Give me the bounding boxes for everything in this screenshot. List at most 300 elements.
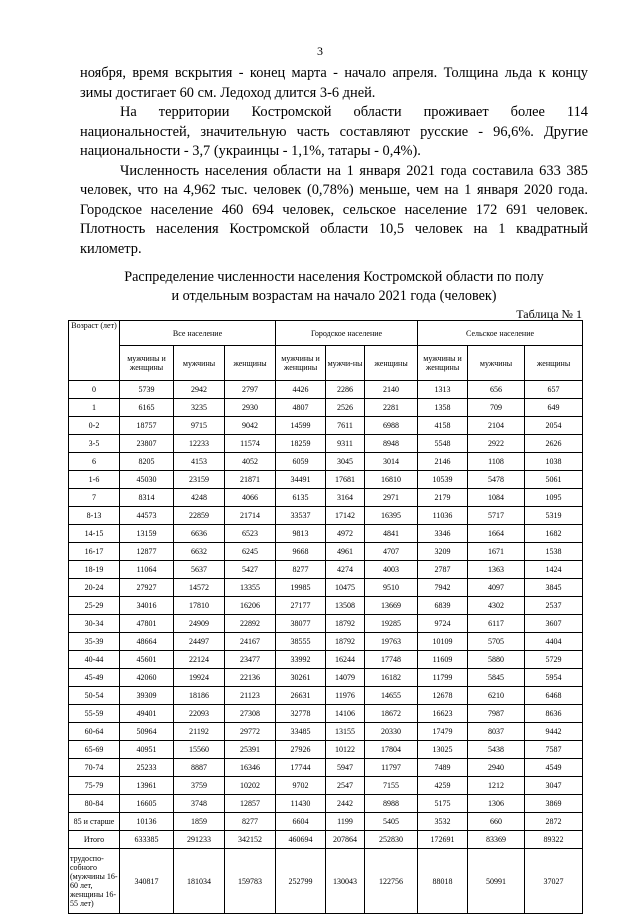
- value-cell: 27927: [120, 579, 174, 597]
- value-cell: 16623: [418, 705, 468, 723]
- value-cell: 22124: [174, 651, 225, 669]
- value-cell: 6210: [468, 687, 525, 705]
- value-cell: 17748: [365, 651, 418, 669]
- value-cell: 12857: [225, 795, 276, 813]
- caption-line-2: и отдельным возрастам на начало 2021 года (человек): [171, 288, 497, 304]
- value-cell: 33537: [276, 507, 326, 525]
- value-cell: 11036: [418, 507, 468, 525]
- value-cell: 39309: [120, 687, 174, 705]
- value-cell: 4807: [276, 399, 326, 417]
- value-cell: 207864: [326, 831, 365, 849]
- value-cell: 172691: [418, 831, 468, 849]
- value-cell: 6636: [174, 525, 225, 543]
- value-cell: 17810: [174, 597, 225, 615]
- value-cell: 709: [468, 399, 525, 417]
- age-cell: 85 и старше: [69, 813, 120, 831]
- value-cell: 33992: [276, 651, 326, 669]
- value-cell: 1199: [326, 813, 365, 831]
- value-cell: 7987: [468, 705, 525, 723]
- value-cell: 2787: [418, 561, 468, 579]
- header-urban-men: мужчи-ны: [326, 346, 365, 381]
- value-cell: 2146: [418, 453, 468, 471]
- value-cell: 13355: [225, 579, 276, 597]
- value-cell: 181034: [174, 849, 225, 914]
- value-cell: 11799: [418, 669, 468, 687]
- value-cell: 4259: [418, 777, 468, 795]
- value-cell: 4153: [174, 453, 225, 471]
- value-cell: 9510: [365, 579, 418, 597]
- value-cell: 10122: [326, 741, 365, 759]
- value-cell: 38555: [276, 633, 326, 651]
- age-cell: 7: [69, 489, 120, 507]
- value-cell: 9702: [276, 777, 326, 795]
- age-cell: 55-59: [69, 705, 120, 723]
- value-cell: 1313: [418, 381, 468, 399]
- value-cell: 7155: [365, 777, 418, 795]
- header-all-population: Все население: [120, 321, 276, 346]
- value-cell: 6468: [525, 687, 583, 705]
- value-cell: 1538: [525, 543, 583, 561]
- table-row: [69, 489, 583, 507]
- table-row: [69, 579, 583, 597]
- value-cell: 656: [468, 381, 525, 399]
- value-cell: 13159: [120, 525, 174, 543]
- value-cell: 9311: [326, 435, 365, 453]
- value-cell: 17479: [418, 723, 468, 741]
- value-cell: 6165: [120, 399, 174, 417]
- value-cell: 1682: [525, 525, 583, 543]
- header-urban-both: мужчины и женщины: [276, 346, 326, 381]
- header-age: Возраст (лет): [69, 321, 120, 381]
- value-cell: 17681: [326, 471, 365, 489]
- table-row: [69, 471, 583, 489]
- value-cell: 4158: [418, 417, 468, 435]
- value-cell: 16244: [326, 651, 365, 669]
- value-cell: 34016: [120, 597, 174, 615]
- value-cell: 8988: [365, 795, 418, 813]
- value-cell: 8277: [225, 813, 276, 831]
- value-cell: 2526: [326, 399, 365, 417]
- value-cell: 252830: [365, 831, 418, 849]
- value-cell: 6839: [418, 597, 468, 615]
- value-cell: 16395: [365, 507, 418, 525]
- value-cell: 10475: [326, 579, 365, 597]
- value-cell: 6117: [468, 615, 525, 633]
- value-cell: 29772: [225, 723, 276, 741]
- value-cell: 20330: [365, 723, 418, 741]
- value-cell: 7489: [418, 759, 468, 777]
- value-cell: 11064: [120, 561, 174, 579]
- value-cell: 42060: [120, 669, 174, 687]
- value-cell: 10539: [418, 471, 468, 489]
- value-cell: 11430: [276, 795, 326, 813]
- header-rural-men: мужчины: [468, 346, 525, 381]
- value-cell: 22892: [225, 615, 276, 633]
- paragraph-3: Численность населения области на 1 января 2021 года составила 633 385 человек, что на 4,962 тыс. человек (0,78%) меньше, чем на 1 января 2020 года. Городское население 460 694 человек, сельское население 172 691 человек. Плотность населения Костромской области 10,5 человек на 1 квадратный километр.: [80, 162, 588, 257]
- value-cell: 6523: [225, 525, 276, 543]
- table-row-working-age: [69, 849, 583, 914]
- value-cell: 3607: [525, 615, 583, 633]
- value-cell: 23159: [174, 471, 225, 489]
- table-row: [69, 507, 583, 525]
- value-cell: 16182: [365, 669, 418, 687]
- value-cell: 5637: [174, 561, 225, 579]
- value-cell: 633385: [120, 831, 174, 849]
- value-cell: 2922: [468, 435, 525, 453]
- value-cell: 21714: [225, 507, 276, 525]
- value-cell: 460694: [276, 831, 326, 849]
- value-cell: 159783: [225, 849, 276, 914]
- value-cell: 2054: [525, 417, 583, 435]
- table-row: [69, 795, 583, 813]
- value-cell: 83369: [468, 831, 525, 849]
- table-row: [69, 723, 583, 741]
- value-cell: 15560: [174, 741, 225, 759]
- value-cell: 17804: [365, 741, 418, 759]
- value-cell: 3164: [326, 489, 365, 507]
- value-cell: 5880: [468, 651, 525, 669]
- header-row-sex: [69, 346, 583, 381]
- value-cell: 4961: [326, 543, 365, 561]
- value-cell: 11574: [225, 435, 276, 453]
- age-cell: 20-24: [69, 579, 120, 597]
- age-cell: 30-34: [69, 615, 120, 633]
- table-row: [69, 669, 583, 687]
- value-cell: 18259: [276, 435, 326, 453]
- value-cell: 7587: [525, 741, 583, 759]
- header-all-both: мужчины и женщины: [120, 346, 174, 381]
- value-cell: 16346: [225, 759, 276, 777]
- value-cell: 5717: [468, 507, 525, 525]
- value-cell: 5405: [365, 813, 418, 831]
- value-cell: 9442: [525, 723, 583, 741]
- value-cell: 342152: [225, 831, 276, 849]
- value-cell: 10136: [120, 813, 174, 831]
- value-cell: 340817: [120, 849, 174, 914]
- header-urban-women: женщины: [365, 346, 418, 381]
- value-cell: 4248: [174, 489, 225, 507]
- header-rural-population: Сельское население: [418, 321, 583, 346]
- table-row: [69, 831, 583, 849]
- value-cell: 3532: [418, 813, 468, 831]
- value-cell: 22859: [174, 507, 225, 525]
- caption-line-1: Распределение численности населения Костромской области по полу: [124, 269, 544, 285]
- value-cell: 40951: [120, 741, 174, 759]
- value-cell: 1038: [525, 453, 583, 471]
- value-cell: 19985: [276, 579, 326, 597]
- age-cell: 6: [69, 453, 120, 471]
- age-cell: 14-15: [69, 525, 120, 543]
- value-cell: 4003: [365, 561, 418, 579]
- value-cell: 649: [525, 399, 583, 417]
- value-cell: 4404: [525, 633, 583, 651]
- table-row: [69, 741, 583, 759]
- age-cell: 16-17: [69, 543, 120, 561]
- value-cell: 37027: [525, 849, 583, 914]
- value-cell: 5947: [326, 759, 365, 777]
- value-cell: 25233: [120, 759, 174, 777]
- value-cell: 5478: [468, 471, 525, 489]
- value-cell: 3869: [525, 795, 583, 813]
- value-cell: 8948: [365, 435, 418, 453]
- value-cell: 6245: [225, 543, 276, 561]
- value-cell: 45030: [120, 471, 174, 489]
- population-table: [68, 320, 583, 914]
- value-cell: 122756: [365, 849, 418, 914]
- value-cell: 5427: [225, 561, 276, 579]
- value-cell: 16206: [225, 597, 276, 615]
- value-cell: 23477: [225, 651, 276, 669]
- table-caption: [80, 268, 588, 306]
- value-cell: 9668: [276, 543, 326, 561]
- value-cell: 12678: [418, 687, 468, 705]
- age-cell: 70-74: [69, 759, 120, 777]
- value-cell: 18672: [365, 705, 418, 723]
- value-cell: 27926: [276, 741, 326, 759]
- value-cell: 5061: [525, 471, 583, 489]
- value-cell: 3209: [418, 543, 468, 561]
- table-row: [69, 759, 583, 777]
- table-row: [69, 813, 583, 831]
- value-cell: 13669: [365, 597, 418, 615]
- value-cell: 4972: [326, 525, 365, 543]
- table-row: [69, 417, 583, 435]
- value-cell: 5739: [120, 381, 174, 399]
- table-row: [69, 543, 583, 561]
- value-cell: 2281: [365, 399, 418, 417]
- table-row: [69, 435, 583, 453]
- value-cell: 8205: [120, 453, 174, 471]
- value-cell: 50991: [468, 849, 525, 914]
- value-cell: 4302: [468, 597, 525, 615]
- age-cell: 45-49: [69, 669, 120, 687]
- value-cell: 88018: [418, 849, 468, 914]
- age-cell: 8-13: [69, 507, 120, 525]
- table-row: [69, 687, 583, 705]
- value-cell: 8887: [174, 759, 225, 777]
- value-cell: 1084: [468, 489, 525, 507]
- value-cell: 34491: [276, 471, 326, 489]
- value-cell: 14079: [326, 669, 365, 687]
- value-cell: 4549: [525, 759, 583, 777]
- value-cell: 1212: [468, 777, 525, 795]
- value-cell: 18186: [174, 687, 225, 705]
- value-cell: 18757: [120, 417, 174, 435]
- value-cell: 8636: [525, 705, 583, 723]
- value-cell: 9813: [276, 525, 326, 543]
- age-cell: 0: [69, 381, 120, 399]
- header-urban-population: Городское население: [276, 321, 418, 346]
- value-cell: 2797: [225, 381, 276, 399]
- value-cell: 9724: [418, 615, 468, 633]
- value-cell: 10202: [225, 777, 276, 795]
- value-cell: 291233: [174, 831, 225, 849]
- value-cell: 1108: [468, 453, 525, 471]
- table-row: [69, 597, 583, 615]
- age-cell: 3-5: [69, 435, 120, 453]
- value-cell: 2940: [468, 759, 525, 777]
- value-cell: 14655: [365, 687, 418, 705]
- value-cell: 5175: [418, 795, 468, 813]
- value-cell: 14572: [174, 579, 225, 597]
- value-cell: 11609: [418, 651, 468, 669]
- value-cell: 5548: [418, 435, 468, 453]
- value-cell: 1671: [468, 543, 525, 561]
- value-cell: 5705: [468, 633, 525, 651]
- value-cell: 21871: [225, 471, 276, 489]
- value-cell: 1358: [418, 399, 468, 417]
- value-cell: 1424: [525, 561, 583, 579]
- value-cell: 17142: [326, 507, 365, 525]
- value-cell: 12233: [174, 435, 225, 453]
- value-cell: 27177: [276, 597, 326, 615]
- value-cell: 2537: [525, 597, 583, 615]
- value-cell: 2547: [326, 777, 365, 795]
- header-all-women: женщины: [225, 346, 276, 381]
- value-cell: 1664: [468, 525, 525, 543]
- value-cell: 3748: [174, 795, 225, 813]
- header-all-men: мужчины: [174, 346, 225, 381]
- value-cell: 19924: [174, 669, 225, 687]
- table-row: [69, 525, 583, 543]
- value-cell: 4052: [225, 453, 276, 471]
- value-cell: 2626: [525, 435, 583, 453]
- value-cell: 3346: [418, 525, 468, 543]
- value-cell: 1859: [174, 813, 225, 831]
- value-cell: 11797: [365, 759, 418, 777]
- value-cell: 13961: [120, 777, 174, 795]
- value-cell: 2971: [365, 489, 418, 507]
- value-cell: 48664: [120, 633, 174, 651]
- table-row: [69, 615, 583, 633]
- value-cell: 12877: [120, 543, 174, 561]
- header-row-groups: [69, 321, 583, 346]
- value-cell: 26631: [276, 687, 326, 705]
- value-cell: 18792: [326, 615, 365, 633]
- value-cell: 19285: [365, 615, 418, 633]
- value-cell: 25391: [225, 741, 276, 759]
- value-cell: 22136: [225, 669, 276, 687]
- value-cell: 3235: [174, 399, 225, 417]
- value-cell: 2140: [365, 381, 418, 399]
- value-cell: 33485: [276, 723, 326, 741]
- value-cell: 6988: [365, 417, 418, 435]
- table-row: [69, 453, 583, 471]
- value-cell: 2286: [326, 381, 365, 399]
- value-cell: 14599: [276, 417, 326, 435]
- value-cell: 13155: [326, 723, 365, 741]
- value-cell: 14106: [326, 705, 365, 723]
- value-cell: 24909: [174, 615, 225, 633]
- value-cell: 5438: [468, 741, 525, 759]
- value-cell: 6135: [276, 489, 326, 507]
- value-cell: 9042: [225, 417, 276, 435]
- value-cell: 5954: [525, 669, 583, 687]
- value-cell: 19763: [365, 633, 418, 651]
- value-cell: 89322: [525, 831, 583, 849]
- value-cell: 23807: [120, 435, 174, 453]
- value-cell: 657: [525, 381, 583, 399]
- value-cell: 7611: [326, 417, 365, 435]
- value-cell: 4066: [225, 489, 276, 507]
- value-cell: 27308: [225, 705, 276, 723]
- value-cell: 44573: [120, 507, 174, 525]
- table-row: [69, 381, 583, 399]
- value-cell: 22093: [174, 705, 225, 723]
- value-cell: 16810: [365, 471, 418, 489]
- body-text: [80, 64, 588, 259]
- value-cell: 3014: [365, 453, 418, 471]
- value-cell: 2179: [418, 489, 468, 507]
- value-cell: 2930: [225, 399, 276, 417]
- value-cell: 38077: [276, 615, 326, 633]
- value-cell: 130043: [326, 849, 365, 914]
- age-cell: 80-84: [69, 795, 120, 813]
- paragraph-1: ноября, время вскрытия - конец марта - начало апреля. Толщина льда к концу зимы достигает 60 см. Ледоход длится 3-6 дней.: [80, 65, 588, 101]
- table-row: [69, 777, 583, 795]
- value-cell: 660: [468, 813, 525, 831]
- value-cell: 47801: [120, 615, 174, 633]
- value-cell: 1363: [468, 561, 525, 579]
- value-cell: 4426: [276, 381, 326, 399]
- value-cell: 1095: [525, 489, 583, 507]
- value-cell: 252799: [276, 849, 326, 914]
- value-cell: 3759: [174, 777, 225, 795]
- table-row: [69, 705, 583, 723]
- value-cell: 1306: [468, 795, 525, 813]
- value-cell: 4841: [365, 525, 418, 543]
- table-row: [69, 561, 583, 579]
- value-cell: 7942: [418, 579, 468, 597]
- value-cell: 16605: [120, 795, 174, 813]
- table-number: Таблица № 1: [516, 307, 582, 321]
- header-rural-both: мужчины и женщины: [418, 346, 468, 381]
- value-cell: 49401: [120, 705, 174, 723]
- value-cell: 6059: [276, 453, 326, 471]
- age-cell: 50-54: [69, 687, 120, 705]
- value-cell: 30261: [276, 669, 326, 687]
- working-age-label: трудоспо-собного (мужчины 16-60 лет, женщины 16-55 лет): [69, 849, 120, 914]
- value-cell: 5845: [468, 669, 525, 687]
- value-cell: 8314: [120, 489, 174, 507]
- age-cell: 65-69: [69, 741, 120, 759]
- value-cell: 10109: [418, 633, 468, 651]
- value-cell: 2942: [174, 381, 225, 399]
- age-cell: 25-29: [69, 597, 120, 615]
- value-cell: 3047: [525, 777, 583, 795]
- value-cell: 24497: [174, 633, 225, 651]
- page-number: 3: [317, 44, 323, 58]
- value-cell: 2442: [326, 795, 365, 813]
- value-cell: 18792: [326, 633, 365, 651]
- paragraph-2: На территории Костромской области проживает более 114 национальностей, значительную часть составляют русские - 96,6%. Другие национальности - 3,7 (украинцы - 1,1%, татары - 0,4%).: [80, 104, 588, 159]
- value-cell: 6604: [276, 813, 326, 831]
- value-cell: 50964: [120, 723, 174, 741]
- value-cell: 4097: [468, 579, 525, 597]
- value-cell: 13508: [326, 597, 365, 615]
- value-cell: 5729: [525, 651, 583, 669]
- value-cell: 13025: [418, 741, 468, 759]
- value-cell: 2104: [468, 417, 525, 435]
- age-cell: 1: [69, 399, 120, 417]
- age-cell: 75-79: [69, 777, 120, 795]
- value-cell: 32778: [276, 705, 326, 723]
- value-cell: 45601: [120, 651, 174, 669]
- table-row: [69, 633, 583, 651]
- table-row: [69, 651, 583, 669]
- value-cell: 21123: [225, 687, 276, 705]
- age-cell: 35-39: [69, 633, 120, 651]
